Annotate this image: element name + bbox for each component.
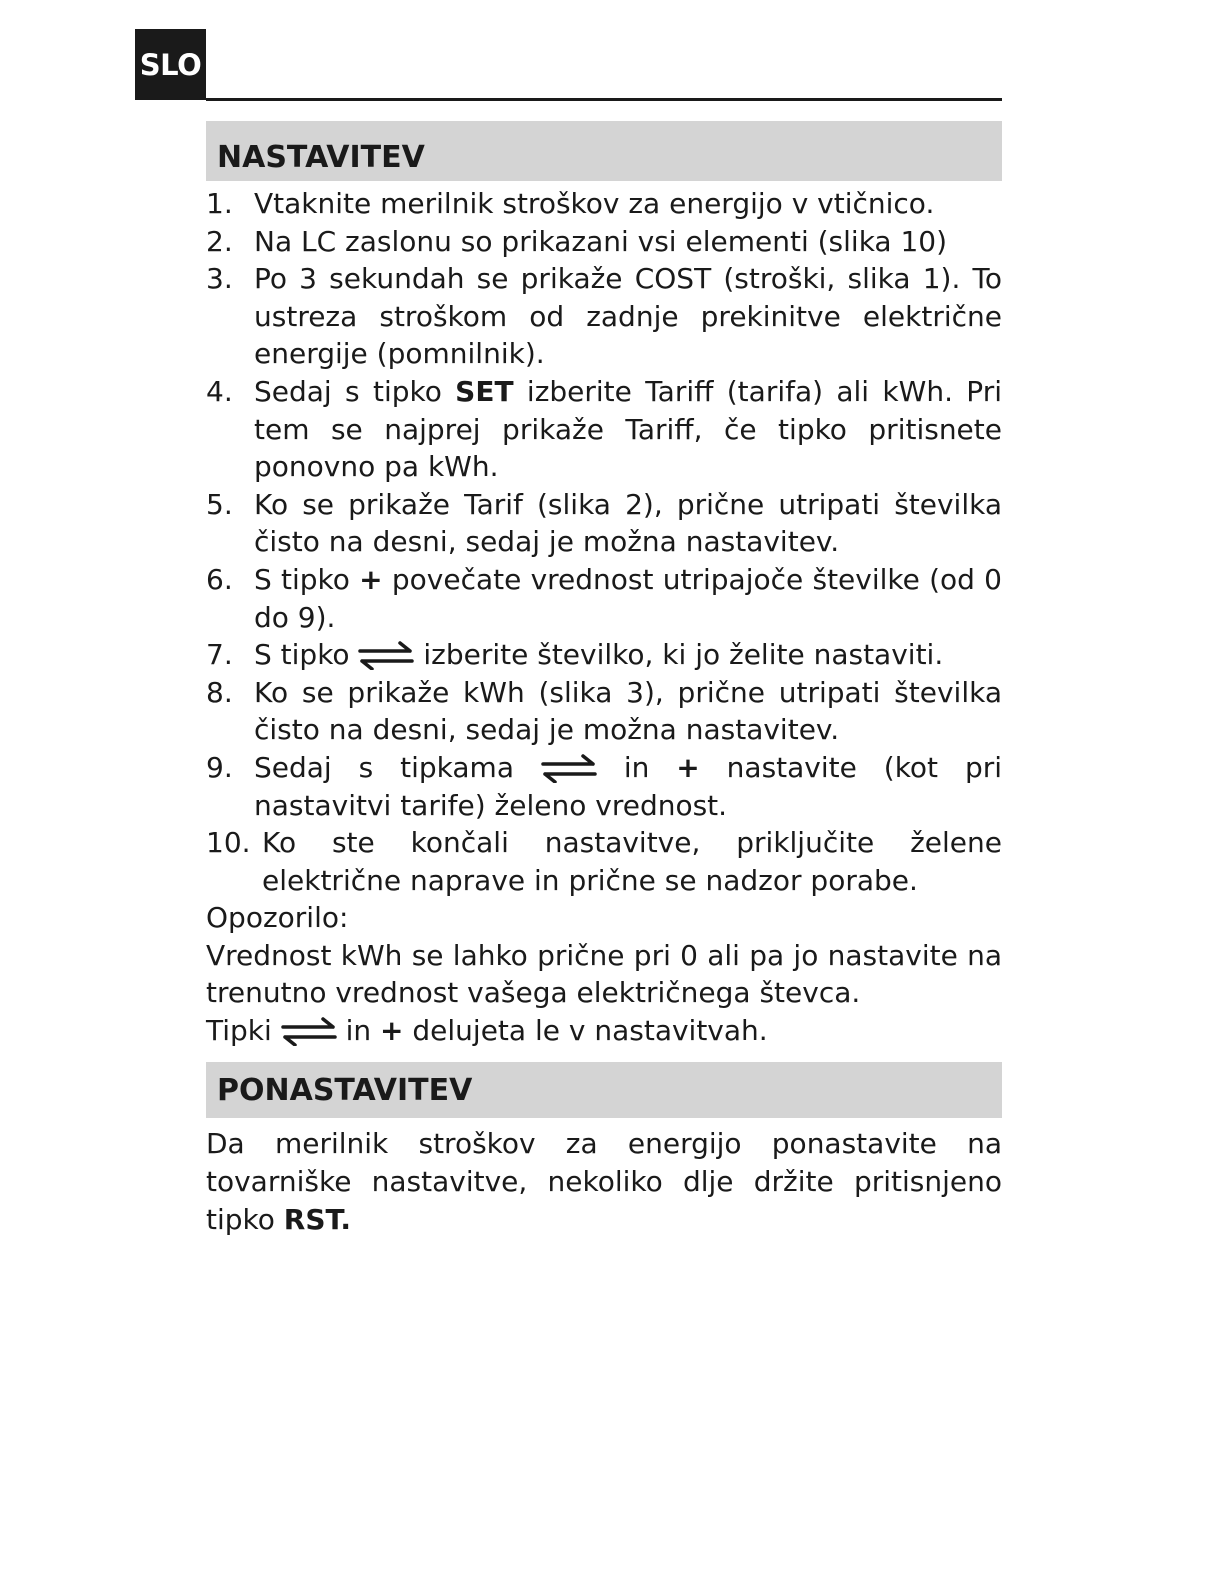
keys-note-pre: Tipki <box>206 1014 281 1048</box>
item-number: 9. <box>206 750 233 784</box>
list-item <box>206 223 1002 261</box>
item-number: 7. <box>206 638 233 672</box>
note-label: Opozorilo: <box>206 901 349 935</box>
item-text-pre: S tipko <box>254 562 360 596</box>
item-text: Po 3 sekundah se prikaže COST (stroški, slika 1). To ustreza stroškom od zadnje prekinitve električne energije (pomnilnik). <box>254 262 1002 371</box>
switch-arrows-icon <box>358 640 414 670</box>
item-number: 6. <box>206 562 233 596</box>
reset-content <box>206 1125 1002 1239</box>
setup-title: NASTAVITEV <box>217 140 425 175</box>
switch-arrows-icon <box>541 753 597 783</box>
set-key-label: SET <box>455 374 514 408</box>
item-number: 4. <box>206 374 233 408</box>
keys-note-post: delujeta le v nastavitvah. <box>403 1014 768 1048</box>
item-text <box>254 373 1002 486</box>
item-text <box>254 561 1002 636</box>
item-number: 2. <box>206 224 233 258</box>
item-text: Ko se prikaže kWh (slika 3), prične utripati številka čisto na desni, sedaj je možna nastavitev. <box>254 675 1002 747</box>
keys-note-mid: in <box>336 1014 381 1048</box>
list-item <box>206 486 1002 561</box>
list-item <box>206 674 1002 749</box>
item-text-post: povečate vrednost utripajoče številke (od 0 do 9). <box>254 562 1002 634</box>
item-number: 5. <box>206 487 233 521</box>
section-title-reset <box>206 1062 1002 1118</box>
list-item <box>206 824 1002 899</box>
list-item <box>206 636 1002 674</box>
item-text-post: izberite Tariff (tarifa) ali kWh. Pri tem se najprej prikaže Tariff, če tipko pritisnete ponovno pa kWh. <box>254 374 1002 484</box>
header-rule <box>206 98 1002 101</box>
rst-key-label: RST. <box>283 1203 351 1236</box>
plus-key-label: + <box>359 562 383 596</box>
item-number: 1. <box>206 187 233 220</box>
item-text: Ko ste končali nastavitve, priključite želene električne naprave in prične se nadzor porabe. <box>262 826 1002 897</box>
item-text-post: nastavite (kot pri nastavitvi tarife) želeno vrednost. <box>254 750 1003 822</box>
item-text <box>254 749 1002 824</box>
item-text: Na LC zaslonu so prikazani vsi elementi (slika 10) <box>254 224 948 258</box>
item-number: 8. <box>206 675 233 709</box>
item-text-pre: S tipko <box>254 638 359 672</box>
list-item <box>206 373 1002 486</box>
keys-note <box>206 1012 1002 1050</box>
item-text-post: izberite številko, ki jo želite nastaviti. <box>414 638 944 672</box>
item-number: 10. <box>206 826 251 860</box>
item-text-pre: Sedaj s tipkama <box>254 750 541 784</box>
item-text-pre: Sedaj s tipko <box>254 374 456 408</box>
reset-paragraph <box>206 1125 1002 1239</box>
switch-arrows-icon <box>281 1016 337 1046</box>
list-item <box>206 260 1002 373</box>
list-item <box>206 185 1002 223</box>
item-text <box>254 636 1002 674</box>
reset-text: Da merilnik stroškov za energijo ponastavite na tovarniške nastavitve, nekoliko dlje držite pritisnjeno tipko <box>206 1127 1002 1236</box>
language-badge: SLO <box>135 29 206 100</box>
item-number: 3. <box>206 262 233 296</box>
setup-content <box>206 185 1002 1050</box>
item-text: Vtaknite merilnik stroškov za energijo v vtičnico. <box>254 187 935 220</box>
section-title-setup <box>206 121 1002 181</box>
plus-key-label: + <box>380 1014 404 1048</box>
item-text: Ko se prikaže Tarif (slika 2), prične utripati številka čisto na desni, sedaj je možna nastavitev. <box>254 487 1002 559</box>
list-item <box>206 749 1002 824</box>
reset-title: PONASTAVITEV <box>217 1073 473 1108</box>
plus-key-label: + <box>676 750 700 784</box>
item-text-mid: in <box>596 750 677 784</box>
note-text: Vrednost kWh se lahko prične pri 0 ali pa jo nastavite na trenutno vrednost vašega električnega števca. <box>206 938 1002 1010</box>
list-item <box>206 561 1002 636</box>
